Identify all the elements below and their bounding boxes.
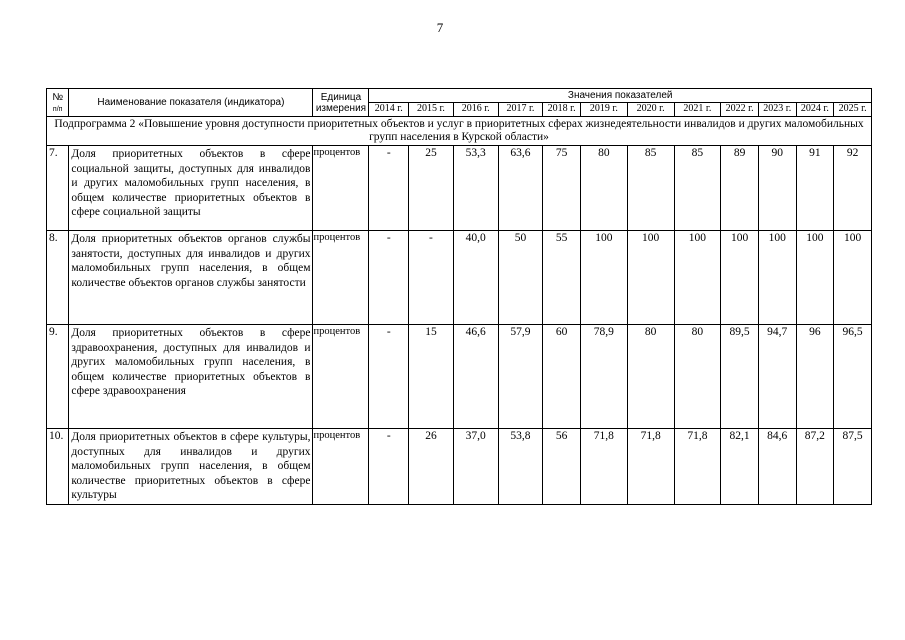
value-cell: 71,8: [580, 429, 627, 505]
header-num-label: №: [52, 91, 64, 103]
value-cell: 40,0: [453, 231, 498, 325]
value-cell: 53,8: [498, 429, 543, 505]
table-row: [47, 325, 872, 429]
value-cell: 57,9: [498, 325, 543, 429]
value-cell: 87,2: [796, 429, 834, 505]
indicator-name: Доля приоритетных объектов в сфере социальной защиты, доступных для инвалидов и других маломобильных групп населения, в общем количестве приоритетных объектов в сфере социальной защиты: [69, 146, 313, 231]
row-number: 9.: [47, 325, 69, 429]
value-cell: -: [409, 231, 454, 325]
value-cell: 26: [409, 429, 454, 505]
header-unit-line1: Единица: [320, 91, 362, 103]
value-cell: 80: [580, 146, 627, 231]
year-cell: 2020 г.: [627, 103, 674, 117]
value-cell: 85: [627, 146, 674, 231]
value-cell: 85: [674, 146, 721, 231]
year-cell: 2019 г.: [580, 103, 627, 117]
value-cell: 96,5: [834, 325, 872, 429]
header-num-cell: [47, 89, 69, 117]
value-cell: 60: [543, 325, 581, 429]
table-row: [47, 231, 872, 325]
value-cell: 55: [543, 231, 581, 325]
value-cell: 82,1: [721, 429, 759, 505]
page-number: 7: [436, 20, 444, 35]
year-cell: 2023 г.: [758, 103, 796, 117]
value-cell: 80: [627, 325, 674, 429]
table-row: [47, 146, 872, 231]
value-cell: 100: [834, 231, 872, 325]
unit-cell: процентов: [313, 231, 369, 325]
value-cell: 78,9: [580, 325, 627, 429]
indicator-name: Доля приоритетных объектов в сфере культуры, доступных для инвалидов и других маломобильных групп населения, в общем количестве приоритетных объектов в сфере культуры: [69, 429, 313, 505]
year-cell: 2017 г.: [498, 103, 543, 117]
value-cell: 100: [796, 231, 834, 325]
value-cell: -: [369, 146, 409, 231]
header-num-sublabel: п/п: [52, 105, 63, 113]
value-cell: 46,6: [453, 325, 498, 429]
value-cell: -: [369, 231, 409, 325]
value-cell: 84,6: [758, 429, 796, 505]
value-cell: 100: [721, 231, 759, 325]
year-cell: 2021 г.: [674, 103, 721, 117]
year-cell: 2014 г.: [369, 103, 409, 117]
year-cell: 2024 г.: [796, 103, 834, 117]
subprogram-row: [47, 117, 872, 146]
indicator-name: Доля приоритетных объектов органов службы занятости, доступных для инвалидов и других маломобильных групп населения, в общем количестве объектов органов службы занятости: [69, 231, 313, 325]
value-cell: 92: [834, 146, 872, 231]
value-cell: 89: [721, 146, 759, 231]
value-cell: 56: [543, 429, 581, 505]
value-cell: 100: [580, 231, 627, 325]
year-cell: 2016 г.: [453, 103, 498, 117]
value-cell: 15: [409, 325, 454, 429]
row-number: 10.: [47, 429, 69, 505]
value-cell: 71,8: [674, 429, 721, 505]
header-unit-cell: [313, 89, 369, 117]
value-cell: 87,5: [834, 429, 872, 505]
year-cell: 2025 г.: [834, 103, 872, 117]
value-cell: 75: [543, 146, 581, 231]
value-cell: 25: [409, 146, 454, 231]
value-cell: -: [369, 325, 409, 429]
row-number: 8.: [47, 231, 69, 325]
value-cell: 71,8: [627, 429, 674, 505]
table-row: [47, 429, 872, 505]
value-cell: 53,3: [453, 146, 498, 231]
year-cell: 2018 г.: [543, 103, 581, 117]
value-cell: 89,5: [721, 325, 759, 429]
subprogram-title: Подпрограмма 2 «Повышение уровня доступности приоритетных объектов и услуг в приоритетных сферах жизнедеятельности инвалидов и других маломобильных групп населения в Курской области»: [47, 117, 872, 146]
value-cell: 50: [498, 231, 543, 325]
value-cell: 90: [758, 146, 796, 231]
value-cell: 100: [758, 231, 796, 325]
header-name-cell: Наименование показателя (индикатора): [69, 89, 313, 117]
indicator-name: Доля приоритетных объектов в сфере здравоохранения, доступных для инвалидов и других маломобильных групп населения, в общем количестве приоритетных объектов в сфере здравоохранения: [69, 325, 313, 429]
value-cell: -: [369, 429, 409, 505]
year-cell: 2022 г.: [721, 103, 759, 117]
value-cell: 100: [627, 231, 674, 325]
header-values-cell: Значения показателей: [369, 89, 872, 103]
unit-cell: процентов: [313, 429, 369, 505]
year-cell: 2015 г.: [409, 103, 454, 117]
row-number: 7.: [47, 146, 69, 231]
header-unit-line2: измерения: [315, 102, 367, 114]
value-cell: 94,7: [758, 325, 796, 429]
value-cell: 80: [674, 325, 721, 429]
unit-cell: процентов: [313, 146, 369, 231]
value-cell: 37,0: [453, 429, 498, 505]
unit-cell: процентов: [313, 325, 369, 429]
value-cell: 91: [796, 146, 834, 231]
value-cell: 96: [796, 325, 834, 429]
value-cell: 63,6: [498, 146, 543, 231]
indicators-table: [46, 88, 872, 505]
value-cell: 100: [674, 231, 721, 325]
